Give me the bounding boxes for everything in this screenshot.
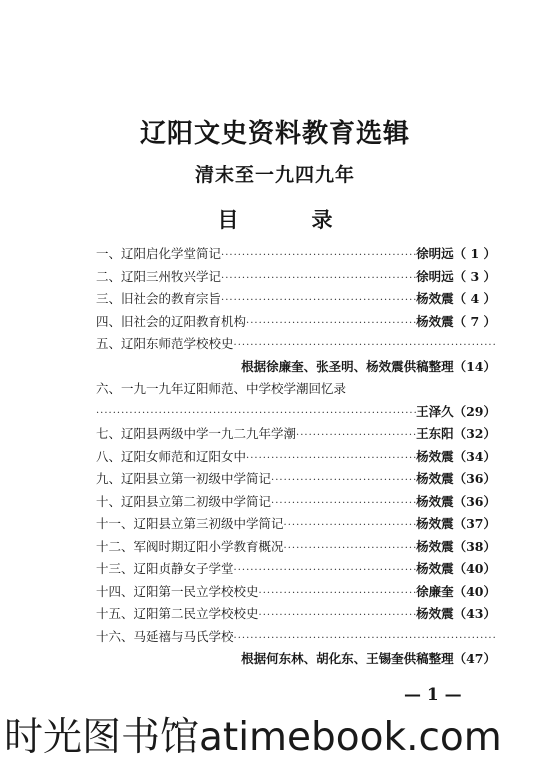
toc-entry-page: （32） bbox=[453, 426, 496, 441]
page-number: — 1 — bbox=[404, 685, 462, 705]
toc-entry bbox=[96, 491, 496, 514]
toc-entry bbox=[96, 378, 496, 401]
toc-entry-title: 辽阳贞静女子学堂 bbox=[133, 561, 234, 576]
toc-entry-author: 杨效震 bbox=[416, 448, 454, 464]
toc-entry-page: （47） bbox=[453, 651, 496, 666]
toc-entry-continuation bbox=[96, 648, 496, 671]
toc-leader-dots bbox=[246, 313, 416, 336]
toc-entry-author: 根据徐廉奎、张圣明、杨效震供稿整理 bbox=[241, 358, 454, 374]
toc-entry-page: （14） bbox=[453, 358, 496, 374]
toc-entry-continuation bbox=[96, 401, 496, 424]
toc-entry-title: 辽阳县两级中学一九二九年学潮 bbox=[121, 426, 297, 441]
toc-entry bbox=[96, 288, 496, 311]
toc-leader-dots bbox=[296, 425, 416, 448]
toc-entry bbox=[96, 558, 496, 581]
toc-leader-dots bbox=[221, 245, 416, 268]
toc-leader-dots bbox=[271, 470, 416, 493]
toc-entry-number: 十五、 bbox=[96, 606, 134, 621]
toc-entry bbox=[96, 423, 496, 446]
toc-leader-dots bbox=[259, 605, 417, 628]
toc-entry-number: 六、 bbox=[96, 381, 122, 396]
toc-entry bbox=[96, 626, 496, 649]
toc-entry-number: 十六、 bbox=[96, 628, 134, 644]
toc-leader-dots bbox=[259, 583, 417, 606]
toc-entry-author: 根据何东林、胡化东、王锡奎供稿整理 bbox=[241, 651, 454, 666]
toc-entry-number: 五、 bbox=[96, 336, 122, 351]
toc-leader-dots bbox=[234, 335, 496, 358]
toc-entry-number: 三、 bbox=[96, 291, 122, 306]
watermark: 时光图书馆atimebook.com bbox=[4, 715, 502, 760]
toc-leader-dots bbox=[284, 515, 417, 538]
toc-entry-number: 七、 bbox=[96, 426, 122, 441]
toc-entry-author: 杨效震 bbox=[416, 493, 454, 509]
toc-entry bbox=[96, 446, 496, 469]
toc-entry bbox=[96, 311, 496, 334]
toc-entry-number: 二、 bbox=[96, 268, 122, 284]
toc-entry-number: 一、 bbox=[96, 246, 122, 261]
toc-entry-author: 徐明远 bbox=[416, 268, 454, 284]
toc-entry-title: 辽阳县立第二初级中学简记 bbox=[121, 493, 272, 509]
toc-entry-title: 辽阳第一民立学校校史 bbox=[133, 583, 259, 599]
toc-leader-dots bbox=[246, 448, 416, 471]
toc-entry-author: 徐廉奎 bbox=[416, 583, 454, 599]
toc-entry-page: （40） bbox=[453, 583, 496, 599]
toc-entry-page: （40） bbox=[453, 561, 496, 576]
table-of-contents bbox=[96, 243, 496, 671]
page-subtitle: 清末至一九四九年 bbox=[194, 164, 355, 186]
toc-entry-author: 杨效震 bbox=[416, 561, 454, 576]
toc-entry bbox=[96, 266, 496, 289]
toc-entry-page: （36） bbox=[453, 493, 496, 509]
toc-entry-number: 十四、 bbox=[96, 583, 134, 599]
toc-entry-title: 辽阳第二民立学校校史 bbox=[133, 606, 259, 621]
toc-entry-title: 辽阳县立第三初级中学简记 bbox=[133, 516, 284, 531]
toc-entry bbox=[96, 536, 496, 559]
toc-entry-page: （ 3 ） bbox=[453, 268, 496, 284]
toc-entry-author: 杨效震 bbox=[416, 471, 454, 486]
toc-entry bbox=[96, 581, 496, 604]
toc-entry-page: （29） bbox=[453, 403, 496, 419]
toc-entry bbox=[96, 243, 496, 266]
toc-entry-author: 杨效震 bbox=[416, 291, 454, 306]
toc-entry-page: （ 1 ） bbox=[453, 246, 496, 261]
toc-entry-number: 十、 bbox=[96, 493, 122, 509]
toc-entry-author: 杨效震 bbox=[416, 606, 454, 621]
toc-entry-page: （36） bbox=[453, 471, 496, 486]
toc-entry-number: 八、 bbox=[96, 448, 122, 464]
toc-entry-title: 军阀时期辽阳小学教育概况 bbox=[133, 538, 284, 554]
toc-entry-number: 九、 bbox=[96, 471, 122, 486]
toc-leader-dots bbox=[284, 538, 417, 561]
toc-entry-continuation bbox=[96, 356, 496, 379]
toc-entry-title: 辽阳女师范和辽阳女中 bbox=[121, 448, 247, 464]
toc-leader-dots bbox=[96, 403, 416, 426]
toc-entry-author: 徐明远 bbox=[416, 246, 454, 261]
toc-entry-title: 旧社会的教育宗旨 bbox=[121, 291, 222, 306]
toc-entry-number: 四、 bbox=[96, 313, 122, 329]
toc-entry-page: （34） bbox=[453, 448, 496, 464]
toc-entry bbox=[96, 603, 496, 626]
toc-entry-page: （ 4 ） bbox=[453, 291, 496, 306]
toc-entry-page: （ 7 ） bbox=[453, 313, 496, 329]
toc-entry-page: （37） bbox=[453, 516, 496, 531]
toc-leader-dots bbox=[221, 290, 416, 313]
toc-entry-title: 马延禧与马氏学校 bbox=[133, 628, 234, 644]
toc-entry-title: 辽阳启化学堂简记 bbox=[121, 246, 222, 261]
toc-entry-title: 旧社会的辽阳教育机构 bbox=[121, 313, 247, 329]
toc-entry-title: 一九一九年辽阳师范、中学校学潮回忆录 bbox=[121, 381, 347, 396]
toc-leader-dots bbox=[234, 560, 417, 583]
toc-entry-title: 辽阳县立第一初级中学简记 bbox=[121, 471, 272, 486]
toc-entry bbox=[96, 333, 496, 356]
toc-entry-author: 王泽久 bbox=[416, 403, 454, 419]
toc-entry-title: 辽阳东师范学校校史 bbox=[121, 336, 234, 351]
toc-heading: 目 录 bbox=[217, 207, 359, 232]
toc-entry-author: 杨效震 bbox=[416, 538, 454, 554]
toc-leader-dots bbox=[221, 268, 416, 291]
toc-entry-author: 杨效震 bbox=[416, 516, 454, 531]
toc-entry-number: 十三、 bbox=[96, 561, 134, 576]
page-title: 辽阳文史资料教育选辑 bbox=[139, 119, 410, 149]
toc-entry bbox=[96, 468, 496, 491]
toc-entry-page: （43） bbox=[453, 606, 496, 621]
toc-entry-author: 杨效震 bbox=[416, 313, 454, 329]
toc-entry-number: 十二、 bbox=[96, 538, 134, 554]
toc-leader-dots bbox=[271, 493, 416, 516]
toc-entry-title: 辽阳三州牧兴学记 bbox=[121, 268, 222, 284]
toc-entry-page: （38） bbox=[453, 538, 496, 554]
toc-entry bbox=[96, 513, 496, 536]
toc-entry-author: 王东阳 bbox=[416, 426, 454, 441]
toc-entry-number: 十一、 bbox=[96, 516, 134, 531]
toc-leader-dots bbox=[234, 628, 496, 651]
